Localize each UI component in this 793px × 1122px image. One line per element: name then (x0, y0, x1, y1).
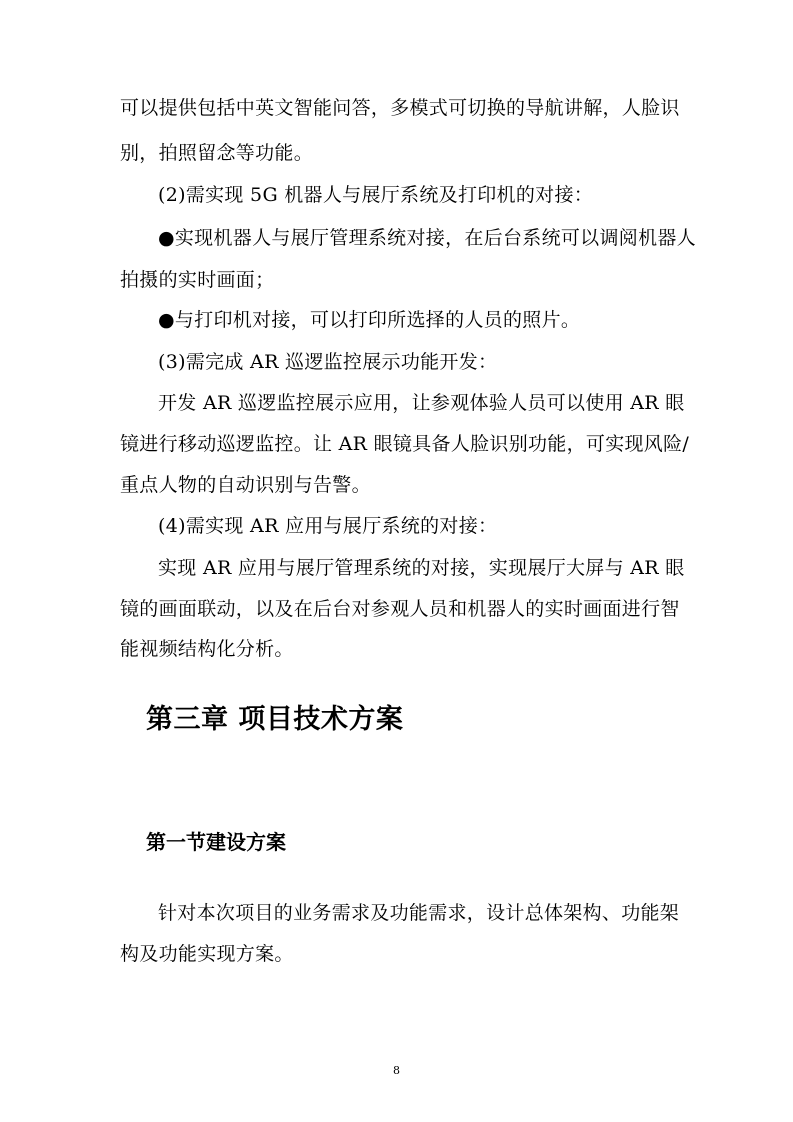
section-body-line: 构及功能实现方案。 (120, 943, 294, 965)
body-line: 实现 AR 应用与展厅管理系统的对接，实现展厅大屏与 AR 眼 (158, 557, 685, 579)
body-line: 镜的画面联动，以及在后台对参观人员和机器人的实时画面进行智 (120, 598, 680, 620)
body-line: 别，拍照留念等功能。 (120, 142, 314, 164)
section-heading: 第一节建设方案 (146, 830, 286, 854)
bullet-line: ●与打印机对接，可以打印所选择的人员的照片。 (158, 309, 581, 331)
requirement-item-heading: (3)需完成 AR 巡逻监控展示功能开发： (158, 351, 498, 373)
section-body-line: 针对本次项目的业务需求及功能需求，设计总体架构、功能架 (158, 902, 680, 924)
body-line: 拍摄的实时画面； (120, 269, 275, 291)
body-line: 镜进行移动巡逻监控。让 AR 眼镜具备人脸识别功能，可实现风险/ (120, 433, 690, 455)
bullet-line: ●实现机器人与展厅管理系统对接，在后台系统可以调阅机器人 (158, 227, 696, 249)
body-line: 重点人物的自动识别与告警。 (120, 474, 371, 496)
body-line: 开发 AR 巡逻监控展示应用，让参观体验人员可以使用 AR 眼 (158, 392, 685, 414)
requirement-item-heading: (4)需实现 AR 应用与展厅系统的对接： (158, 515, 498, 537)
page-number: 8 (393, 1064, 400, 1077)
body-line: 可以提供包括中英文智能问答，多模式可切换的导航讲解，人脸识 (120, 97, 680, 119)
requirement-item-heading: (2)需实现 5G 机器人与展厅系统及打印机的对接： (158, 184, 594, 206)
body-line: 能视频结构化分析。 (120, 638, 294, 660)
chapter-heading: 第三章 项目技术方案 (146, 704, 404, 735)
